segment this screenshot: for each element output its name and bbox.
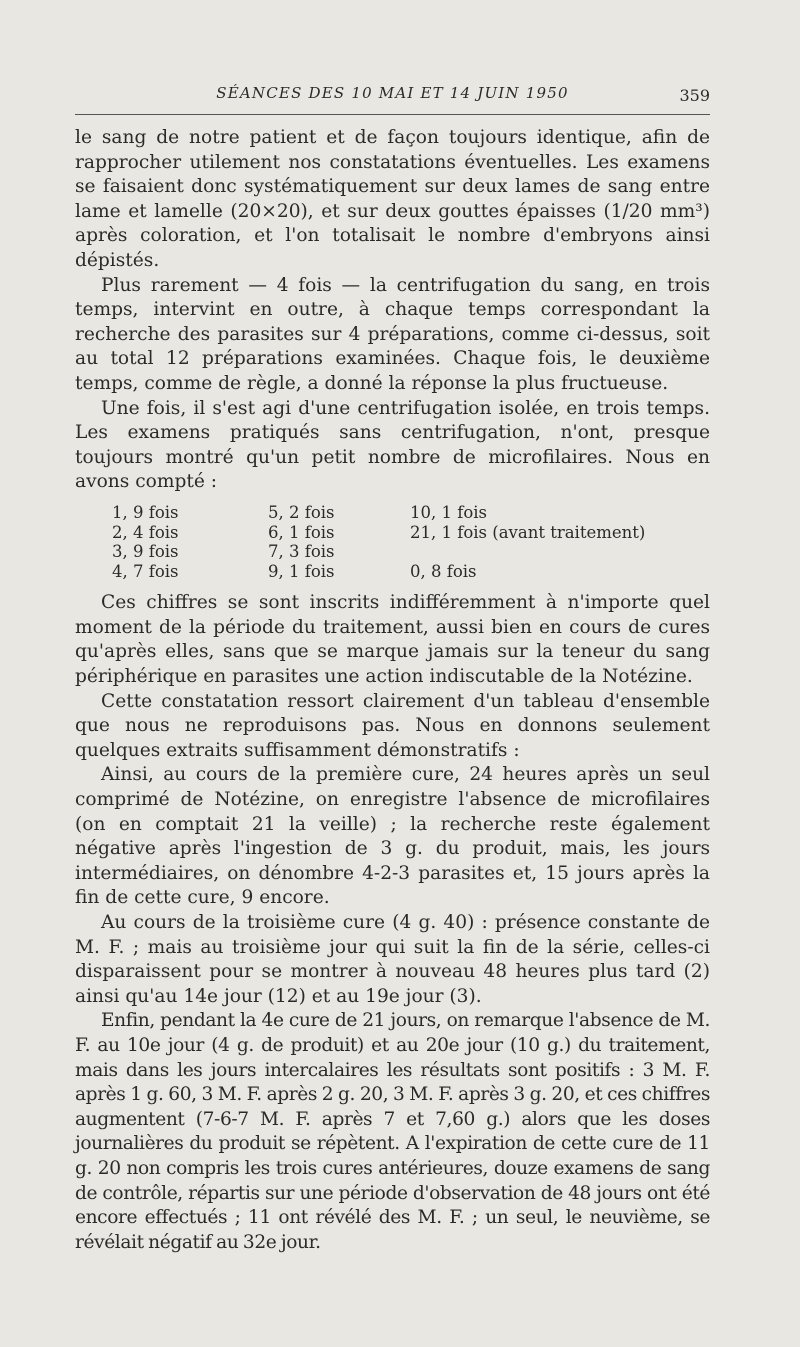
paragraph-centrifugation: Plus rarement — 4 fois — la centrifugation du sang, en trois temps, intervint en outre, à chaque temps correspondant la recherche des parasites sur 4 préparations, comme ci-dessus, soit au total 12 préparations examinées. Chaque fois, le deuxième temps, comme de règle, a donné la réponse la plus fructueuse. [75, 274, 710, 394]
page-header [75, 84, 710, 108]
running-head: SÉANCES DES 10 MAI ET 14 JUIN 1950 [216, 84, 569, 102]
count-entry: 9, 1 fois [268, 561, 335, 581]
count-entry: 6, 1 fois [268, 522, 335, 542]
count-entry: 10, 1 fois [410, 502, 488, 522]
counts-column-1 [112, 503, 268, 581]
paragraph-constatation: Cette constatation ressort clairement d'un tableau d'ensemble que nous ne reproduisons pas. Nous en donnons seulement quelques extraits suffisamment démonstratifs : [75, 690, 710, 761]
count-entry-empty [410, 542, 710, 562]
count-entry: 0, 8 fois [410, 561, 477, 581]
header-rule [75, 114, 710, 115]
count-entry: 1, 9 fois [112, 502, 179, 522]
counts-column-2 [268, 503, 410, 581]
count-entry: 4, 7 fois [112, 561, 179, 581]
count-entry: 5, 2 fois [268, 502, 335, 522]
count-entry: 3, 9 fois [112, 542, 179, 562]
paragraph-quatrieme-cure: Enfin, pendant la 4e cure de 21 jours, on remarque l'absence de M. F. au 10e jour (4 g. de produit) et au 20e jour (10 g.) du traitement, mais dans les jours intercalaires les résultats sont positifs : 3 M. F. après 1 g. 60, 3 M. F. après 2 g. 20, 3 M. F. après 3 g. 20, et ces chiffres augmentent (7-6-7 M. F. après 7 et 7,60 g.) alors que les doses journalières du produit se répètent. A l'expiration de cette cure de 11 g. 20 non compris les trois cures antérieures, douze examens de sang de contrôle, répartis sur une période d'observation de 48 jours ont été encore effectués ; 11 ont révélé des M. F. ; un seul, le neuvième, se révélait négatif au 32e jour. [75, 1010, 710, 1253]
count-entry: 2, 4 fois [112, 522, 179, 542]
microfilaria-counts [112, 503, 710, 581]
count-entry: 21, 1 fois (avant traitement) [410, 522, 646, 542]
paragraph-examens: Une fois, il s'est agi d'une centrifugation isolée, en trois temps. Les examens pratiqués sans centrifugation, n'ont, presque toujours montré qu'un petit nombre de microfilaires. Nous en avons compté : [75, 397, 710, 493]
page-number: 359 [679, 86, 710, 105]
paragraph-premiere-cure: Ainsi, au cours de la première cure, 24 heures après un seul comprimé de Notézine, on enregistre l'absence de microfilaires (on en comptait 21 la veille) ; la recherche reste également négative après l'ingestion de 3 g. du produit, mais, les jours intermédiaires, on dénombre 4-2-3 parasites et, 15 jours après la fin de cette cure, 9 encore. [75, 764, 710, 909]
paragraph-troisieme-cure: Au cours de la troisième cure (4 g. 40) : présence constante de M. F. ; mais au troisième jour qui suit la fin de la série, celles-ci disparaissent pour se montrer à nouveau 48 heures plus tard (2) ainsi qu'au 14e jour (12) et au 19e jour (3). [75, 912, 710, 1007]
counts-column-3 [410, 503, 710, 581]
count-entry: 7, 3 fois [268, 542, 335, 562]
body-text [75, 126, 710, 1255]
paragraph-chiffres: Ces chiffres se sont inscrits indifféremment à n'importe quel moment de la période du traitement, aussi bien en cours de cures qu'après elles, sans que se marque jamais sur la teneur du sang périphérique en parasites une action indiscutable de la Notézine. [75, 592, 710, 688]
paragraph-continued: le sang de notre patient et de façon toujours identique, afin de rapprocher utilement nos constatations éventuelles. Les examens se faisaient donc systématiquement sur deux lames de sang entre lame et lamelle (20×20), et sur deux gouttes épaisses (1/20 mm³) après coloration, et l'on totalisait le nombre d'embryons ainsi dépistés. [75, 127, 710, 271]
